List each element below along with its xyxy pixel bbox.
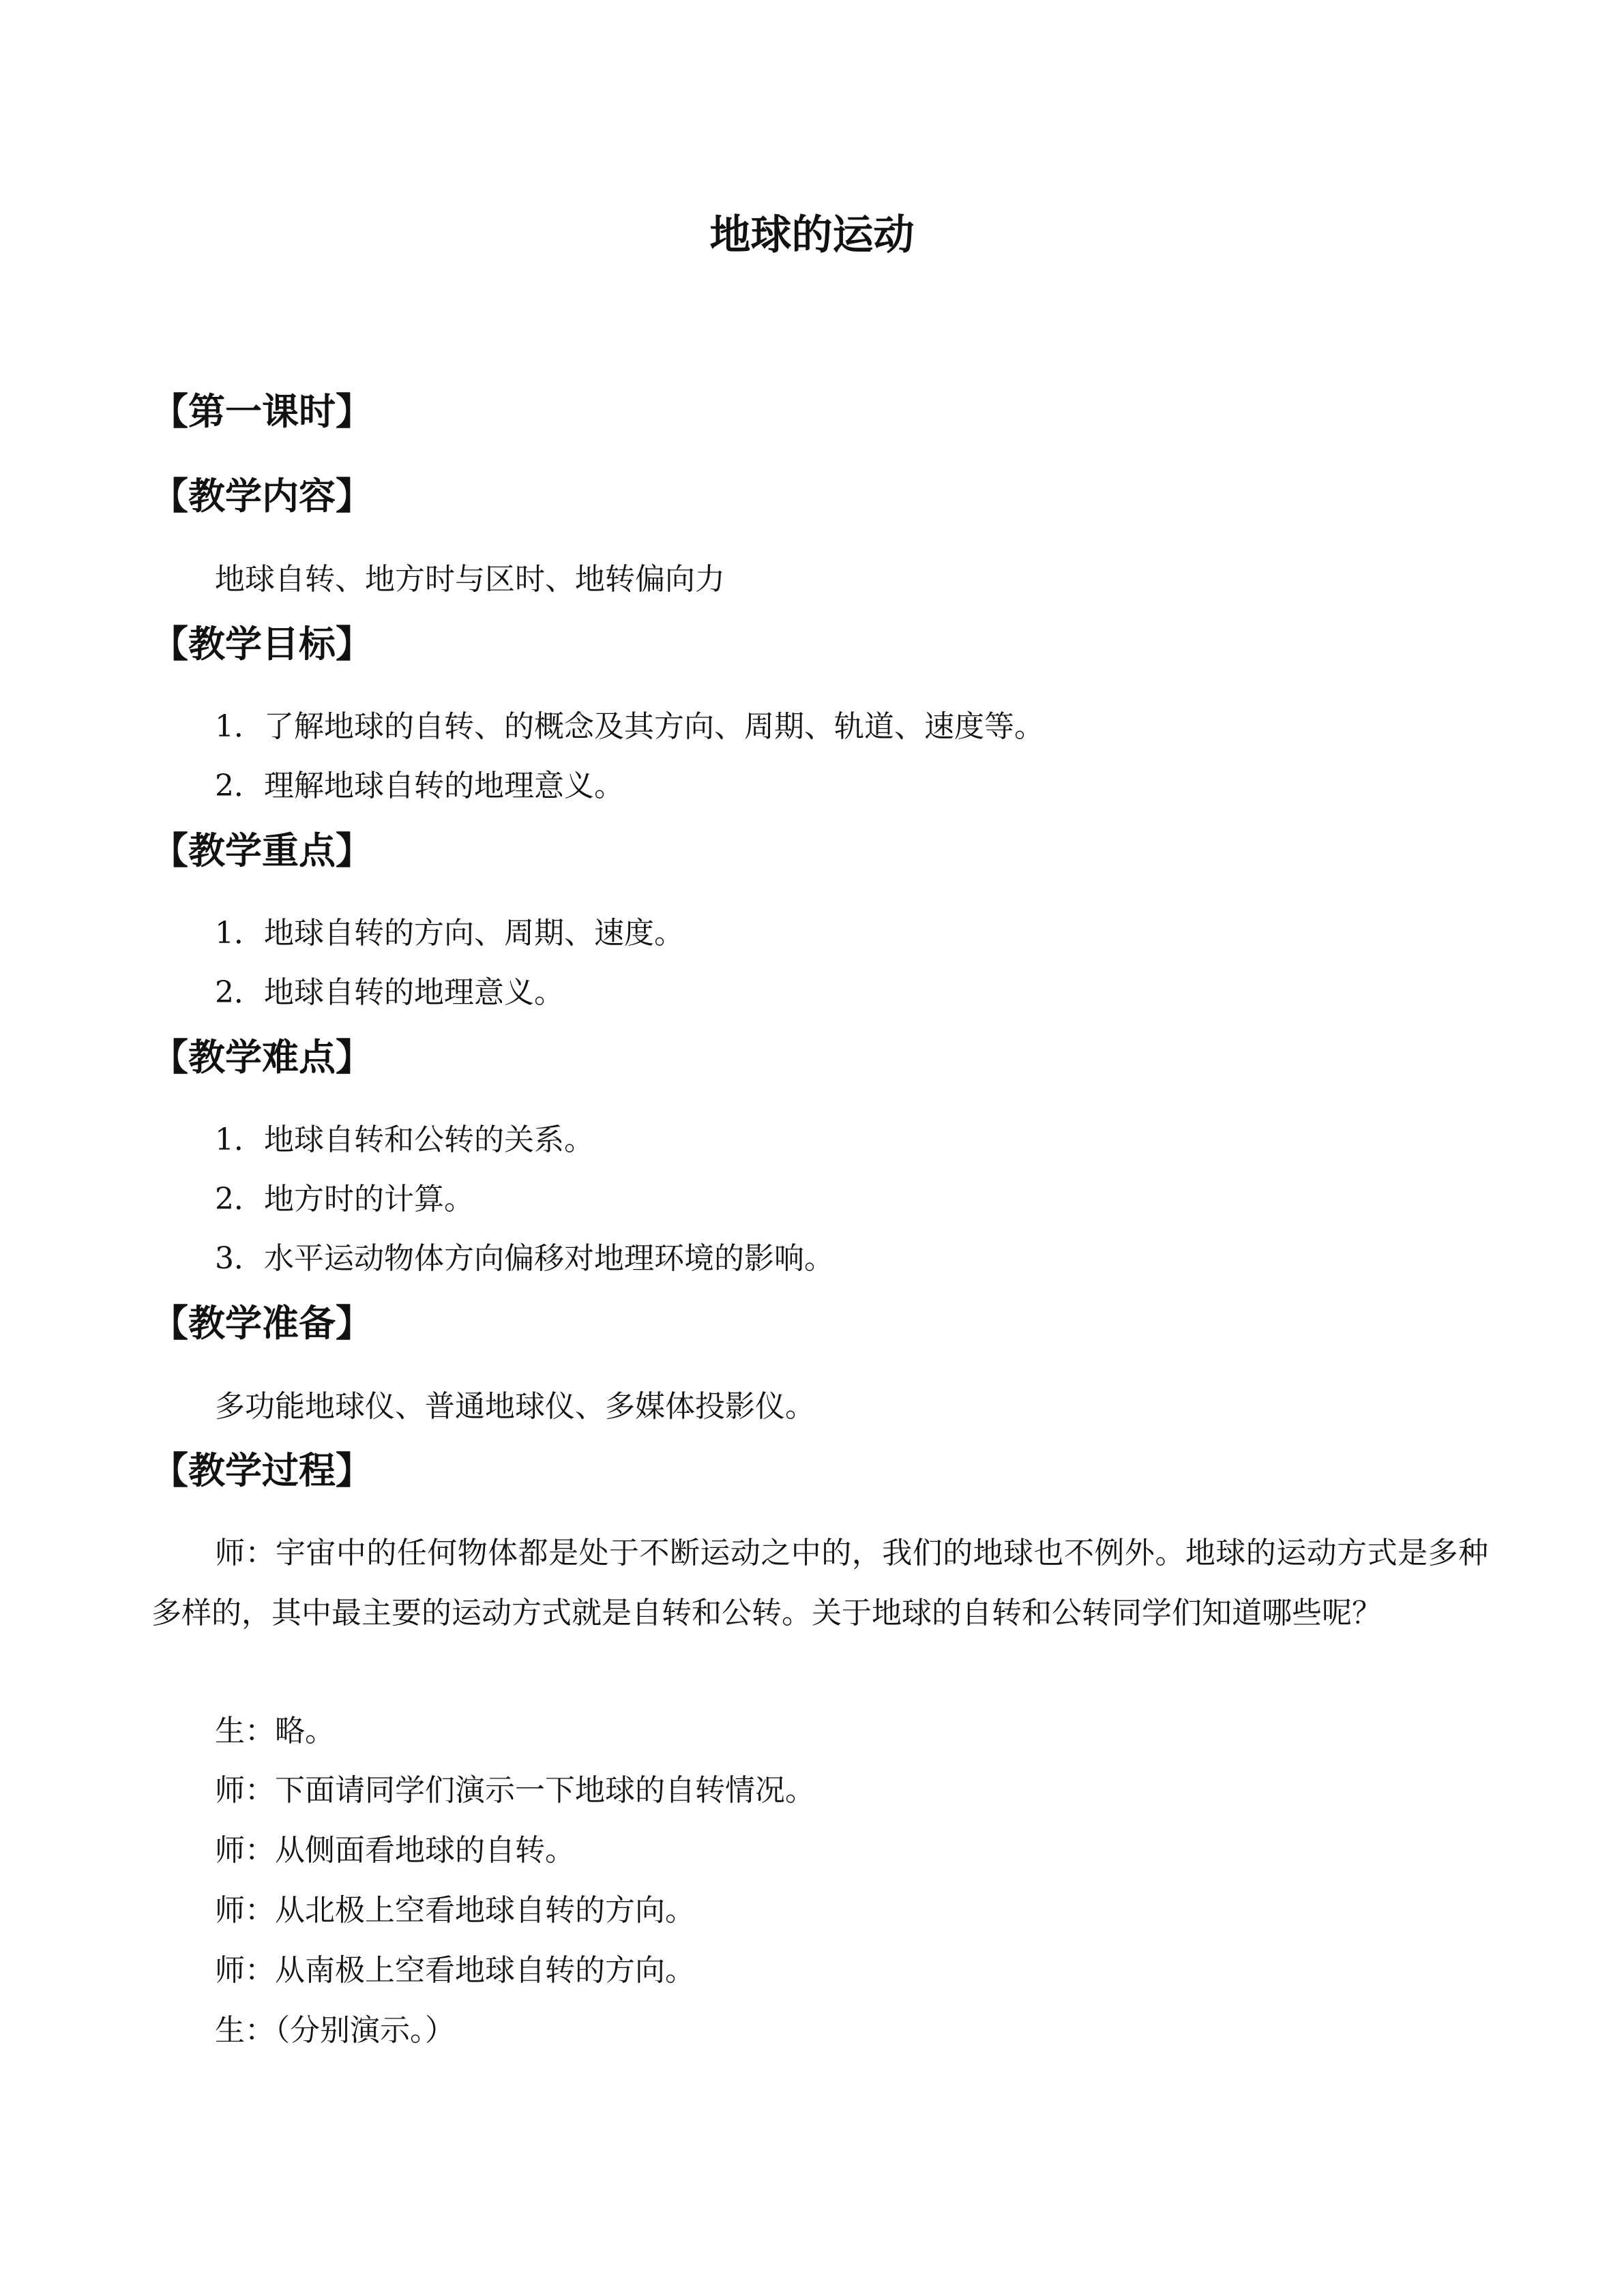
difficulty-item: 1．地球自转和公转的关系。 [215,1122,594,1157]
dialogue-line: 生：（分别演示。） [215,2013,455,2048]
process-heading: 【教学过程】 [151,1449,372,1492]
objective-item: 2．理解地球自转的地理意义。 [215,769,624,803]
objective-item: 1．了解地球的自转、的概念及其方向、周期、轨道、速度等。 [215,709,1044,744]
dialogue-line: 生：略。 [215,1714,335,1748]
dialogue-line: 师：从侧面看地球的自转。 [215,1833,575,1868]
difficulty-item: 2．地方时的计算。 [215,1182,474,1217]
process-intro-paragraph: 师：宇宙中的任何物体都是处于不断运动之中的，我们的地球也不例外。地球的运动方式是多种多样的，其中最主要的运动方式就是自转和公转。关于地球的自转和公转同学们知道哪些呢？ [151,1536,1488,1630]
key-points-heading: 【教学重点】 [151,829,372,872]
objectives-heading: 【教学目标】 [151,623,372,666]
lesson-heading: 【第一课时】 [151,390,372,433]
dialogue-line: 师：下面请同学们演示一下地球的自转情况。 [215,1773,815,1808]
content-heading: 【教学内容】 [151,475,372,518]
key-point-item: 1．地球自转的方向、周期、速度。 [215,916,684,951]
preparation-text: 多功能地球仪、普通地球仪、多媒体投影仪。 [215,1389,815,1424]
dialogue-line: 师：从北极上空看地球自转的方向。 [215,1893,695,1928]
preparation-heading: 【教学准备】 [151,1302,372,1345]
difficulty-item: 3．水平运动物体方向偏移对地理环境的影响。 [215,1241,834,1276]
content-text: 地球自转、地方时与区时、地转偏向力 [215,562,725,597]
dialogue-line: 师：从南极上空看地球自转的方向。 [215,1953,695,1988]
key-point-item: 2．地球自转的地理意义。 [215,975,564,1010]
difficulties-heading: 【教学难点】 [151,1036,372,1079]
document-title: 地球的运动 [709,211,915,259]
